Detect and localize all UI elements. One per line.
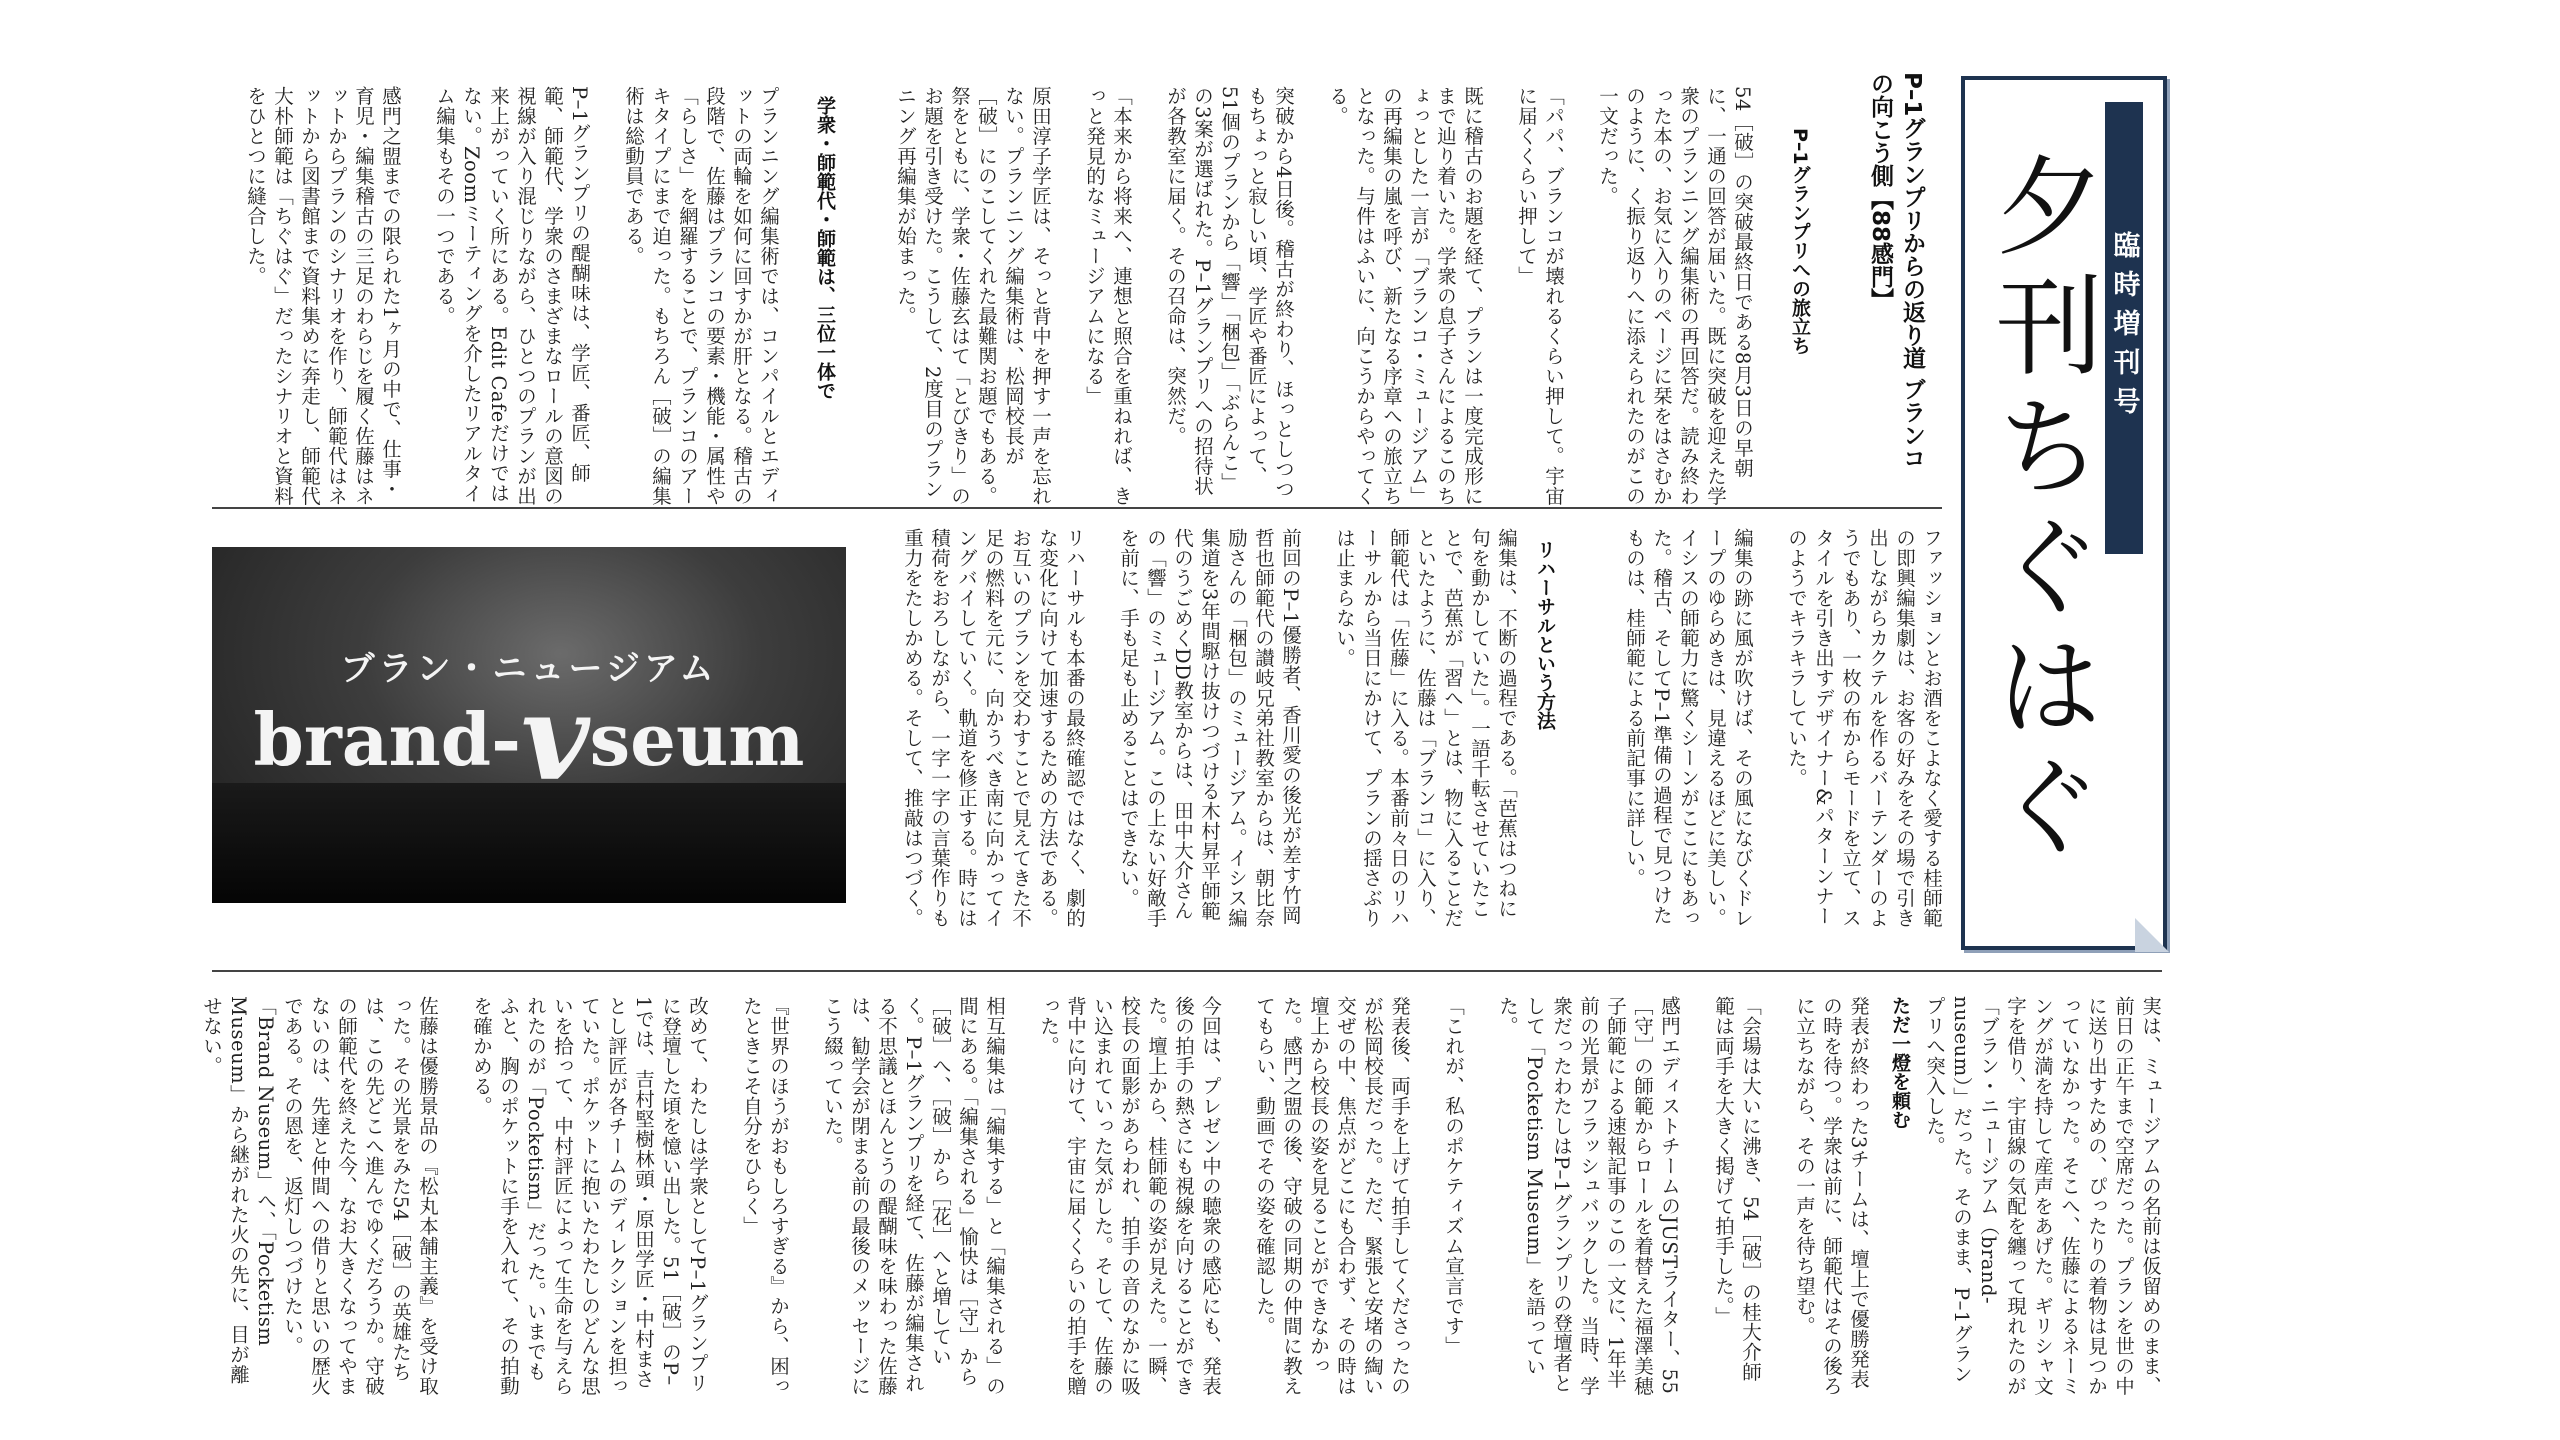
article-body-mid-1: ファッションとお酒をこよなく愛する桂師範の即興編集劇は、お客の好みをその場で引き出しながらカクテルを作るバーテンダーのようでもあり、一枚の布からモードを立て、スタイルを引き出すデザイナー&パターンナーのようでキラキラしていた。 編集の跡に風が吹けば、その風になびくドレープのゆらめきは、見違えるほどに美しい。イシスの師範力に驚くシーンがここにもあった。稽古、そしてP–1準備の過程で見つけたものは、桂師範による前記事に詳しい。 (1623, 528, 1943, 928)
subheading-single-lamp: ただ一燈を頼む (1889, 996, 1911, 1129)
special-issue-tag: 臨時増刊号 (2105, 102, 2143, 554)
masthead (1961, 76, 2167, 950)
divider-top (212, 507, 1942, 509)
article-headline: P–1グランプリからの返り道 ブランコの向こう側【88感門】 (1867, 72, 1925, 470)
divider-bottom (212, 970, 2162, 972)
article-body-top-1: 54［破］の突破最終日である8月3日の早朝に、一通の回答が届いた。既に突破を迎えた学衆のプランニング編集術の再回答だ。読み終わった本の、お気に入りのページに栞をはさむかのように、く振り返りへに添えられたのがこの一文だった。 「パパ、ブランコが壊れるくらい押して。宇宙に届くくらい押して」 既に稽古のお題を経て、プランは一度完成形にまで辿り着いた。学衆の息子さんによるこのちょっとした一言が「ブランコ・ミュージアム」の再編集の嵐を呼び、新たなる序章への旅立ちとなった。与件はふいに、向こうからやってくる。 突破から4日後。稽古が終わり、ほっとしつつもちょっと寂しい頃、学匠や番匠によって、51個のプランから「響」「梱包」「ぶらんこ」の3案が選ばれた。P–1グランプリへの招待状が各教室に届く。その召命は、突然だ。 「本来から将来へ、連想と照合を重ねれば、きっと発見的なミュージアムになる」 原田淳子学匠は、そっと背中を押す一声を忘れない。プランニング編集術は、松岡校長が［破］にのこしてくれた最難関お題でもある。祭をともに、学衆・佐藤玄はて「とびきり」のお題を引き受けた。こうして、2度目のプランニング再編集が始まった。 (894, 86, 1754, 506)
logo-japanese-text: ブラン・ニュージアム (340, 649, 718, 689)
logo-english-text: brand-vseum (253, 668, 805, 807)
article-body-mid-2: 編集は、不断の過程である。「芭蕉はつねに句を動かしていた」。一語千転させていたことで、芭蕉が「習へ」とは、物に入ることだといたように、佐藤は「ブランコ」に入り、師範代は「佐藤」に入る。本番前々日のリハーサルから当日にかけて、プランの揺さぶりは止まらない。 前回のP–1優勝者、香川愛の後光が差す竹岡哲也師範代の讃岐兄弟社教室からは、朝比奈励さんの「梱包」のミュージアム。イシス編集道を3年間駆け抜けつづける木村昇平師範代のうごめくDD教室からは、田中大介さんの「響」のミュージアム。この上ない好敵手を前に、手も足も止めることはできない。 リハーサルも本番の最終確認ではなく、劇的な変化に向けて加速するための方法である。お互いのプランを交わすことで見えてきた不足の燃料を元に、向かうべき南に向かってイングバイしていく。軌道を修正する。時には積荷をおろしながら、一字一字の言葉作りも重力をたしかめる。そして、推敲はつづく。 (901, 528, 1518, 928)
subheading-p1-departure: P–1グランプリへの旅立ち (1789, 128, 1811, 355)
article-body-bottom-1: 実は、ミュージアムの名前は仮留めのまま、前日の正午まで空席だった。プランを世の中に送り出すための、ぴったりの着物は見つかっていなかった。そこへ、佐藤によるネーミングが満を持して産声をあげた。ギリシャ文字を借り、宇宙線の気配を纏って現れたのが「ブラン・ニュージアム（brand-nuseum）」だった。そのまま、P–1グランプリへ突入した。 (1923, 996, 2162, 1396)
brand-nuseum-logo-image (212, 547, 846, 903)
newspaper-title: 夕刊ちぐはぐ (1977, 150, 2102, 870)
page-curl-decoration (2135, 918, 2169, 952)
subheading-trinity: 学衆・師範代・師範は、三位一体で (814, 96, 836, 400)
article-body-top-2: プランニング編集術では、コンパイルとエディットの両輪を如何に回すかが肝となる。稽古の段階で、佐藤はプランコの要素・機能・属性や「らしさ」を網羅することで、プランコのアーキタイプにまで迫った。もちろん［破］の編集術は総動員である。 P–1グランプリの醍醐味は、学匠、番匠、師範、師範代、学衆のさまざまなロールの意図の視線が入り混じりながら、ひとつのプランが出来上がっていく所にある。Edit Cafeだけではない。Zoomミーティングを介したリアルタイム編集もその一つである。 感門之盟までの限られた1ヶ月の中で、仕事・育児・編集稽古の三足のわらじを履く佐藤はネットからプランのシナリオを作り、師範代はネットから図書館まで資料集めに奔走し、師範代大朴師範は「ちぐはぐ」だったシナリオと資料をひとつに縫合した。 (244, 86, 780, 506)
article-body-bottom-2: 発表が終わった3チームは、壇上で優勝発表の時を待つ。学衆は前に、師範代はその後ろに立ちながら、その一声を待ち望む。 「会場は大いに沸き、54［破］の桂大介師範は両手を大きく掲げて拍手した。」 感門エディストチームのJUSTライター、55［守］の師範からロールを着替えた福澤美穂子師範による速報記事のこの一文に、1年半前の光景がフラッシュバックした。当時、学衆だったわたしはP–1グランプリの登壇者として「Pocketism Museum」を語っていた。 「これが、私のポケティズム宣言です」 発表後、両手を上げて拍手してくださったのが松岡校長だった。ただ、緊張と安堵の綯い交ぜの中、焦点がどこにも合わず、その時は壇上から校長の姿を見ることができなかった。感門之盟の後、守破の同期の仲間に教えてもらい、動画でその姿を確認した。 今回は、プレゼン中の聴衆の感応にも、発表後の拍手の熱さにも視線を向けることができた。壇上から、桂師範の姿が見えた。一瞬、校長の面影があらわれ、拍手の音のなかに吸い込まれていった気がした。そして、佐藤の背中に向けて、宇宙に届くくらいの拍手を贈った。 相互編集は「編集する」と「編集される」の間にある。「編集される」愉快は［守］から［破］へ、［破］から［花］へと増していく。P–1グランプリを経て、佐藤が編集される不思議とほんとうの醍醐味を味わった佐藤は、勧学会が閉まる前の最後のメッセージにこう綴っていた。 『世界のほうがおもしろすぎる』から、困ったときこそ自分をひらく」 改めて、わたしは学衆としてP–1グランプリに登壇した頃を憶い出した。51［破］のP–1では、吉村堅樹林頭・原田学匠・中村まさとし評匠が各チームのディレクションを担っていた。ポケットに抱いたわたしのどんな思いを拾って、中村評匠によって生命を与えられたのが「Pocketism」だった。いまでもふと、胸のポケットに手を入れて、その拍動を確かめる。 佐藤は優勝景品の『松丸本舗主義』を受け取った。その光景をみた54［破］の英雄たちは、この先どこへ進んでゆくだろうか。守破の師範代を終えた今、なお大きくなってやまないのは、先達と仲間への借りと思いの歴火である。その恩を、返灯しつづけたい。「Brand Nuseum」へ、「Pocketism Museum」から継がれた火の先に、目が離せない。 (200, 996, 1870, 1396)
subheading-rehearsal: リハーサルという方法 (1534, 540, 1556, 730)
